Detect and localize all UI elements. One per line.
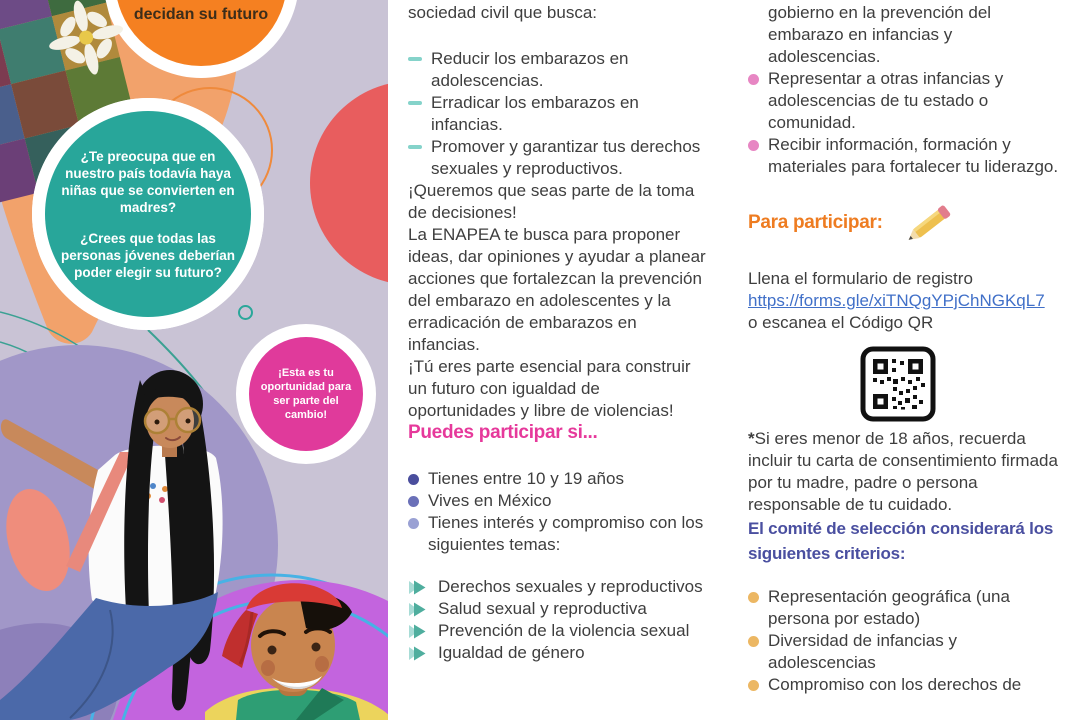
topics-list	[408, 576, 710, 664]
heading-puedes-participar: Puedes participar si...	[408, 422, 598, 443]
list-item	[408, 48, 710, 92]
dot-bullet-icon	[408, 496, 419, 507]
right-column	[720, 0, 1080, 720]
question-2: ¿Crees que todas las personas jóvenes deberían poder elegir su futuro?	[60, 230, 236, 280]
dot-bullet-icon	[748, 140, 759, 151]
list-item	[408, 642, 710, 664]
list-item	[408, 136, 710, 180]
requirement-text: Tienes interés y compromiso con los siguientes temas:	[428, 513, 704, 554]
topic-text: Igualdad de género	[438, 643, 585, 662]
dash-bullet-icon	[408, 57, 422, 61]
arrow-bullet-icon	[408, 602, 427, 617]
criterion-text: Compromiso con los derechos de	[768, 675, 1022, 694]
benefit-text: Representar a otras infancias y adolescencias de tu estado o comunidad.	[768, 69, 1004, 132]
list-item	[408, 512, 710, 556]
question-bubble	[32, 98, 264, 330]
list-item	[748, 134, 1062, 178]
list-item	[408, 490, 710, 512]
heading-para-participar: Para participar:	[748, 212, 883, 233]
goal-text: Erradicar los embarazos en infancias.	[431, 93, 639, 134]
paragraph-enapea: La ENAPEA te busca para proponer ideas, dar opiniones y ayudar a planear acciones que fortalezcan la prevención del embarazo en adolescentes y la erradicación de embarazos en infancias.	[408, 225, 706, 354]
goals-list	[408, 48, 710, 180]
mini-ring-decoration	[238, 305, 253, 320]
list-item	[748, 674, 1062, 696]
requirement-text: Tienes entre 10 y 19 años	[428, 469, 624, 488]
list-item	[748, 586, 1062, 630]
goal-text: Reducir los embarazos en adolescencias.	[431, 49, 629, 90]
opportunity-text: ¡Esta es tu oportunidad para ser parte del cambio!	[260, 367, 352, 421]
list-item	[408, 468, 710, 490]
benefit-text: Recibir información, formación y materiales para fortalecer tu liderazgo.	[768, 135, 1059, 176]
topic-text: Salud sexual y reproductiva	[438, 599, 647, 618]
arrow-bullet-icon	[408, 580, 427, 595]
qr-code	[860, 346, 1062, 428]
paragraph-futuro: ¡Tú eres parte esencial para construir un futuro con igualdad de oportunidades y libre de violencias!	[408, 357, 691, 420]
criterion-text: Diversidad de infancias y adolescencias	[768, 631, 957, 672]
list-item	[408, 598, 710, 620]
topic-text: Derechos sexuales y reproductivos	[438, 577, 703, 596]
list-item	[748, 630, 1062, 674]
benefits-list	[748, 68, 1062, 178]
orange-bubble-label: decidan su futuro	[133, 6, 269, 23]
criteria-list	[748, 586, 1062, 696]
middle-column	[388, 0, 720, 720]
asterisk: *	[748, 429, 755, 448]
list-item	[408, 576, 710, 598]
participate-heading-row	[748, 202, 1062, 244]
dot-bullet-icon	[748, 74, 759, 85]
question-1: ¿Te preocupa que en nuestro país todavía haya niñas que se convierten en madres?	[61, 148, 235, 215]
form-intro: Llena el formulario de registro	[748, 269, 973, 288]
opportunity-bubble	[236, 324, 376, 464]
dot-bullet-icon	[408, 518, 419, 529]
list-item	[408, 620, 710, 642]
criterion-text: Representación geográfica (una persona por estado)	[768, 587, 1010, 628]
list-item	[408, 92, 710, 136]
registration-block	[748, 268, 1062, 334]
dot-bullet-icon	[748, 592, 759, 603]
left-illustration-panel	[0, 0, 388, 720]
pencil-icon	[903, 202, 959, 244]
paragraph-decisiones: ¡Queremos que seas parte de la toma de decisiones!	[408, 181, 695, 222]
arrow-bullet-icon	[408, 624, 427, 639]
requirements-list	[408, 468, 710, 556]
registration-link[interactable]: https://forms.gle/xiTNQgYPjChNGKqL7	[748, 291, 1045, 310]
dash-bullet-icon	[408, 145, 422, 149]
list-item	[748, 68, 1062, 134]
topic-text: Prevención de la violencia sexual	[438, 621, 690, 640]
requirement-text: Vives en México	[428, 491, 552, 510]
heading-comite: El comité de selección considerará los siguientes criterios:	[748, 519, 1054, 563]
qr-line: o escanea el Código QR	[748, 313, 934, 332]
dot-bullet-icon	[408, 474, 419, 485]
intro-line: sociedad civil que busca:	[408, 3, 598, 22]
dash-bullet-icon	[408, 101, 422, 105]
dot-bullet-icon	[748, 680, 759, 691]
note-text: Si eres menor de 18 años, recuerda incluir tu carta de consentimiento firmada por tu madre, padre o persona responsable de tu cuidado.	[748, 429, 1058, 514]
consent-note	[748, 428, 1062, 516]
goal-text: Promover y garantizar tus derechos sexuales y reproductivos.	[431, 137, 701, 178]
continuation-text: gobierno en la prevención del embarazo en infancias y adolescencias.	[768, 3, 992, 66]
dot-bullet-icon	[748, 636, 759, 647]
arrow-bullet-icon	[408, 646, 427, 661]
